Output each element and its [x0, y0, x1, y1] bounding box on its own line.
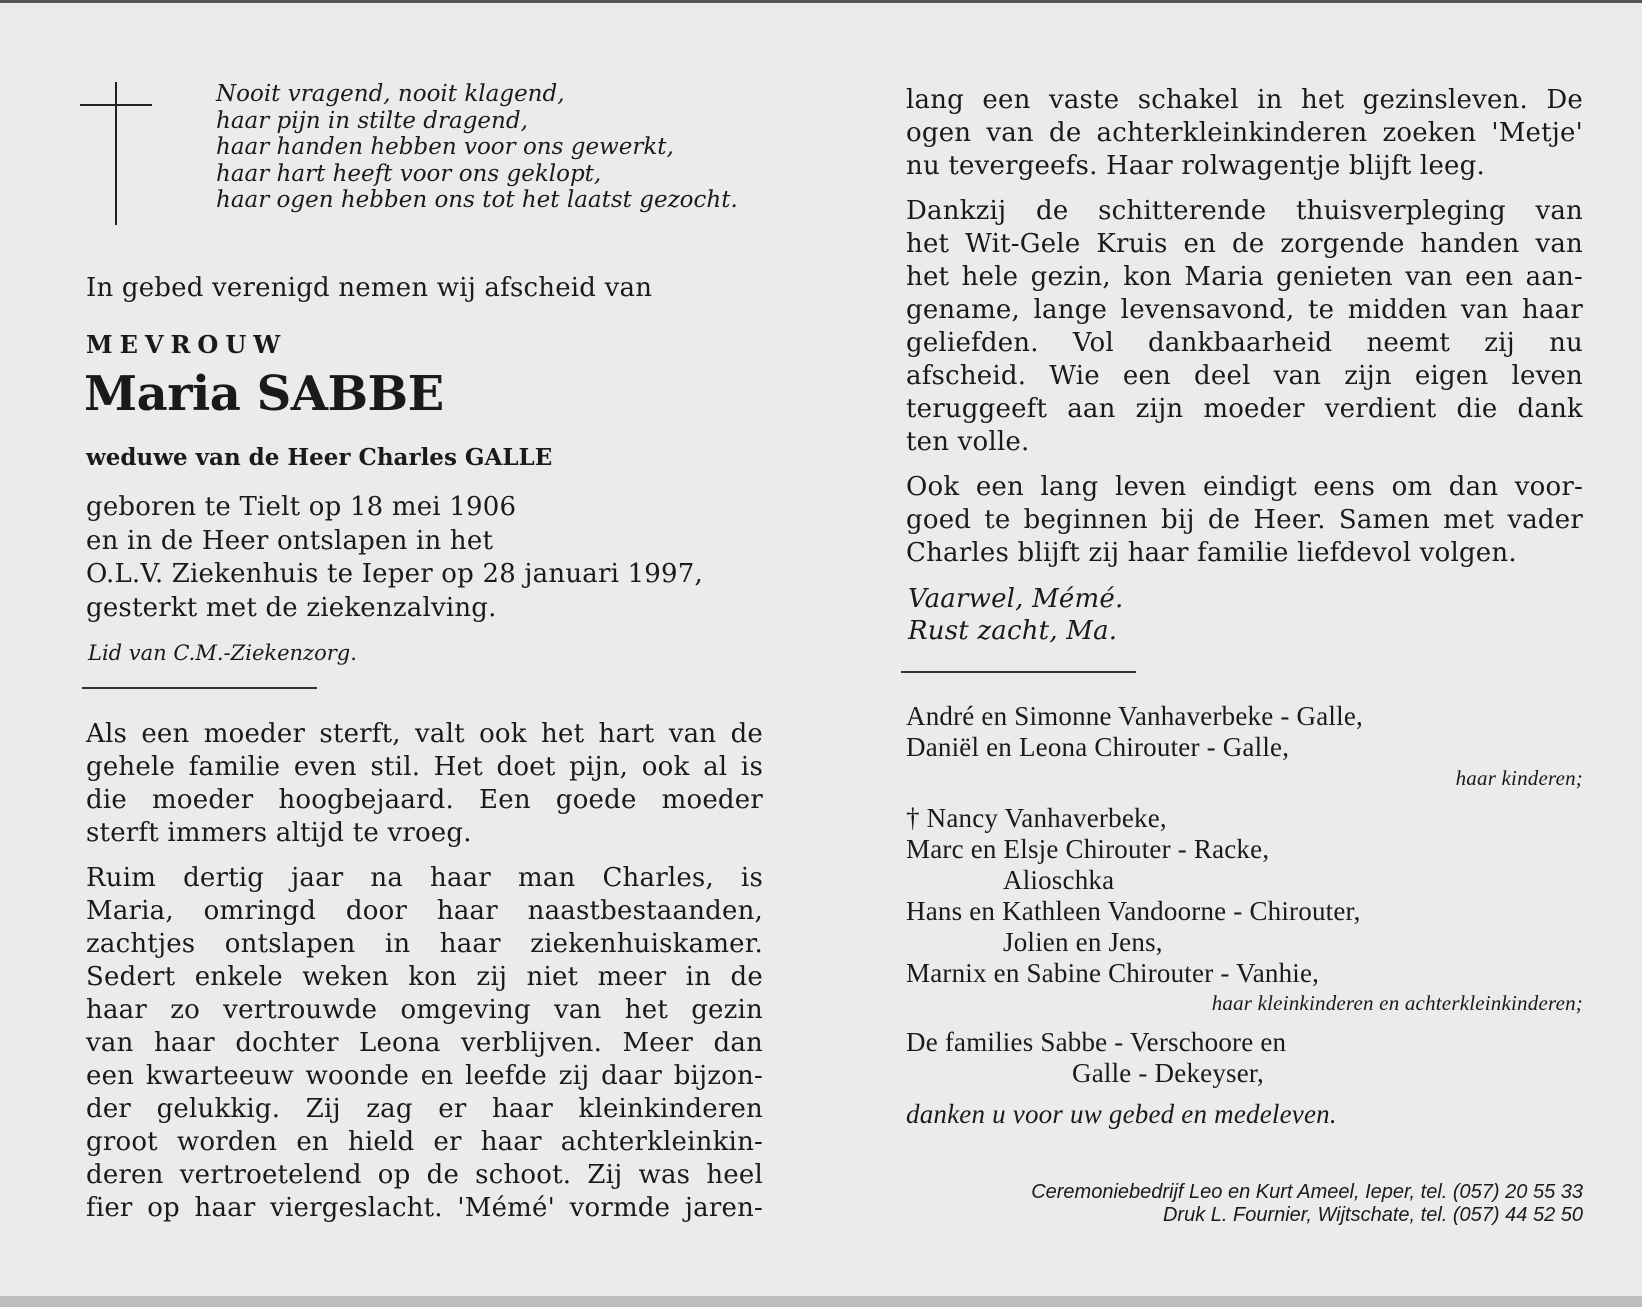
- text-line: groot worden en hield er haar achterkleinkin-: [86, 1127, 763, 1157]
- life-details: [86, 491, 703, 625]
- text-line: Maria, omringd door haar naastbestaanden,: [86, 896, 763, 926]
- detail-line: O.L.V. Ziekenhuis te Ieper op 28 januari 1997,: [86, 559, 704, 589]
- text-line: Als een moeder sterft, valt ook het hart van de: [86, 719, 763, 749]
- text-line: een kwarteeuw woonde en leefde zij daar bijzon-: [86, 1061, 763, 1091]
- text-line: zachtjes ontslapen in haar ziekenhuiskamer.: [86, 929, 763, 959]
- text-line: haar zo vertrouwde omgeving van het gezin: [86, 995, 763, 1025]
- text-line: ogen van de achterkleinkinderen zoeken 'Metje': [906, 118, 1583, 148]
- text-line: Ruim dertig jaar na haar man Charles, is: [86, 863, 763, 893]
- printer: Druk L. Fournier, Wijtschate, tel. (057) 44 52 50: [1162, 1204, 1583, 1226]
- text-line: fier op haar viergeslacht. 'Mémé' vormde jaren-: [86, 1193, 763, 1223]
- text-line: die moeder hoogbejaard. Een goede moeder: [86, 785, 763, 815]
- mourner-line: André en Simonne Vanhaverbeke - Galle,: [906, 701, 1363, 731]
- mourner-line: De families Sabbe - Verschoore en: [906, 1027, 1287, 1057]
- relation-label: haar kleinkinderen en achterkleinkinderen;: [1211, 991, 1583, 1015]
- right-text: [906, 84, 1583, 582]
- mourner-line: Jolien en Jens,: [1003, 927, 1163, 957]
- poem: [216, 81, 738, 214]
- poem-line: haar pijn in stilte dragend,: [216, 107, 528, 134]
- scan-top-edge: [0, 0, 1642, 3]
- paragraph: [906, 84, 1583, 183]
- text-line: deren vertroetelend op de schoot. Zij was heel: [86, 1160, 763, 1190]
- text-line: gename, lange levensavond, te midden van haar: [906, 295, 1583, 325]
- text-line: nu tevergeefs. Haar rolwagentje blijft leeg.: [906, 151, 1485, 181]
- mourner-line: Daniël en Leona Chirouter - Galle,: [906, 732, 1290, 762]
- poem-line: haar handen hebben voor ons gewerkt,: [216, 134, 674, 160]
- funeral-director: Ceremoniebedrijf Leo en Kurt Ameel, Ieper, tel. (057) 20 55 33: [1031, 1181, 1583, 1203]
- farewell: [908, 583, 1123, 647]
- text-line: der gelukkig. Zij zag er haar kleinkinderen: [86, 1094, 763, 1124]
- divider: [82, 687, 317, 689]
- farewell-line: Vaarwel, Mémé.: [908, 584, 1124, 614]
- text-line: Sedert enkele weken kon zij niet meer in de: [86, 962, 763, 992]
- text-line: het hele gezin, kon Maria genieten van een aan-: [906, 262, 1583, 292]
- text-line: goed te beginnen bij de Heer. Samen met vader: [906, 505, 1583, 535]
- text-line: geliefden. Vol dankbaarheid neemt zij nu: [906, 328, 1583, 358]
- membership: Lid van C.M.-Ziekenzorg.: [88, 641, 357, 665]
- paragraph: [906, 471, 1583, 570]
- detail-line: gesterkt met de ziekenzalving.: [86, 592, 497, 623]
- widow-of: weduwe van de Heer Charles GALLE: [86, 444, 553, 471]
- text-line: Dankzij de schitterende thuisverpleging van: [906, 196, 1583, 226]
- title: MEVROUW: [86, 330, 288, 359]
- text-line: afscheid. Wie een deel van zijn eigen leven: [906, 361, 1583, 391]
- detail-line: en in de Heer ontslapen in het: [86, 525, 494, 556]
- intro: In gebed verenigd nemen wij afscheid van: [86, 273, 653, 303]
- text-line: teruggeeft aan zijn moeder verdient die dank: [906, 394, 1583, 424]
- text-line: Charles blijft zij haar familie liefdevol volgen.: [906, 538, 1517, 568]
- paragraph: [906, 195, 1583, 459]
- text-line: gehele familie even stil. Het doet pijn, ook al is: [86, 752, 763, 782]
- text-line: ten volle.: [906, 427, 1030, 457]
- paragraph: [86, 718, 763, 850]
- mourners: [906, 701, 1583, 1130]
- mourner-line: † Nancy Vanhaverbeke,: [906, 803, 1167, 833]
- text-line: Ook een lang leven eindigt eens om dan voor-: [906, 472, 1583, 502]
- text-line: sterft immers altijd te vroeg.: [86, 818, 472, 848]
- deceased-name: Maria SABBE: [84, 366, 444, 422]
- thanks-line: danken u voor uw gebed en medeleven.: [906, 1099, 1337, 1129]
- mourner-line: Alioschka: [1003, 865, 1115, 895]
- footer: [860, 1181, 1583, 1227]
- text-line: lang een vaste schakel in het gezinsleven. De: [906, 85, 1583, 115]
- text-line: van haar dochter Leona verblijven. Meer dan: [86, 1028, 763, 1058]
- poem-line: Nooit vragend, nooit klagend,: [216, 81, 565, 107]
- mourner-line: Marc en Elsje Chirouter - Racke,: [906, 834, 1270, 864]
- detail-line: geboren te Tielt op 18 mei 1906: [86, 492, 517, 522]
- mourner-line: Galle - Dekeyser,: [1072, 1058, 1264, 1088]
- paragraph: [86, 862, 763, 1225]
- text-line: het Wit-Gele Kruis en de zorgende handen van: [906, 229, 1583, 259]
- relation-label: haar kinderen;: [1455, 766, 1583, 790]
- divider: [901, 671, 1136, 673]
- farewell-line: Rust zacht, Ma.: [908, 616, 1118, 646]
- left-text: [86, 718, 763, 1237]
- mourner-line: Hans en Kathleen Vandoorne - Chirouter,: [906, 896, 1361, 926]
- poem-line: haar hart heeft voor ons geklopt,: [216, 160, 602, 187]
- scan-bottom-edge: [0, 1296, 1642, 1307]
- mourner-line: Marnix en Sabine Chirouter - Vanhie,: [906, 958, 1320, 988]
- poem-line: haar ogen hebben ons tot het laatst gezocht.: [216, 187, 738, 213]
- cross-icon-bar: [80, 104, 152, 106]
